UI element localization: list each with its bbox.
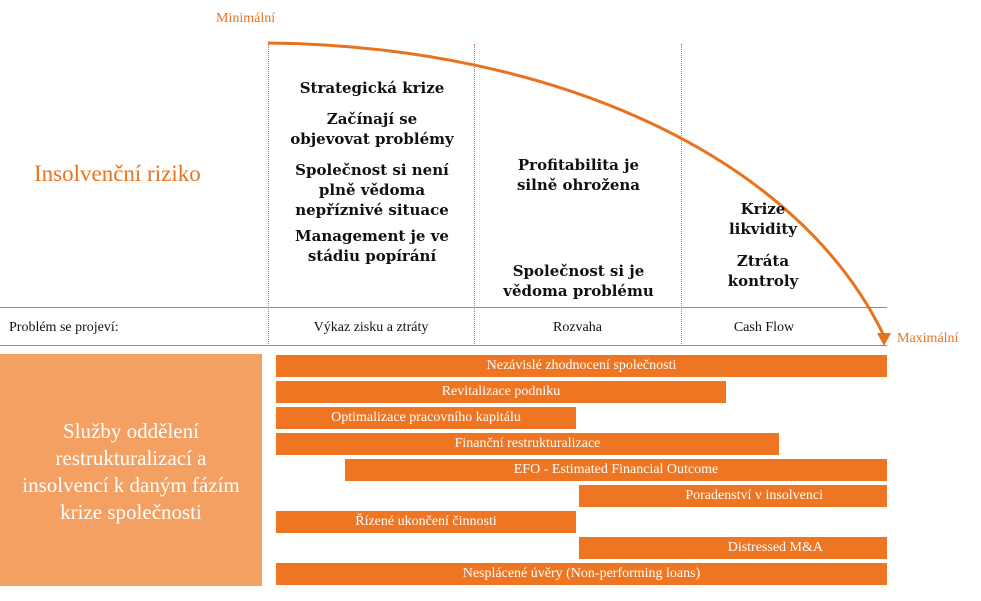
service-bar: Řízené ukončení činnosti xyxy=(276,511,576,533)
phase-1-line: Společnost si není xyxy=(295,161,449,179)
phase-2-line: silně ohrožena xyxy=(516,176,641,194)
phase-1-line: stádiu popírání xyxy=(307,247,437,265)
problem-row-bottom-rule xyxy=(0,345,887,346)
phase-3-text xyxy=(683,199,843,291)
phase-1-line: objevovat problémy xyxy=(290,130,454,148)
service-bar: Poradenství v insolvenci xyxy=(579,485,887,507)
problem-row-top-rule xyxy=(0,307,887,308)
phase-1-line: Strategická krize xyxy=(299,79,445,97)
service-bar: Distressed M&A xyxy=(579,537,887,559)
phase-1-line: plně vědoma xyxy=(318,181,426,199)
service-bar: Nesplácené úvěry (Non-performing loans) xyxy=(276,563,887,585)
problem-cell-balance: Rozvaha xyxy=(553,320,602,335)
service-bar: Optimalizace pracovního kapitálu xyxy=(276,407,576,429)
phase-2-line: vědoma problému xyxy=(503,282,654,300)
phase-divider-1 xyxy=(268,44,269,344)
phase-3-line: kontroly xyxy=(727,272,799,290)
phase-2-line: Společnost si je xyxy=(512,262,645,280)
phase-2-text-top xyxy=(476,155,681,195)
service-bar: Nezávislé zhodnocení společnosti xyxy=(276,355,887,377)
risk-title: Insolvenční riziko xyxy=(34,161,201,186)
problem-cell-cashflow: Cash Flow xyxy=(733,320,795,335)
phase-1-text xyxy=(270,78,474,266)
phase-1-line: nepříznivé situace xyxy=(295,201,449,219)
phase-2-text-bottom xyxy=(476,261,681,301)
max-label: Maximální xyxy=(897,331,959,346)
phase-1-line: Management je ve xyxy=(295,227,449,245)
phase-1-line: Začínají se xyxy=(326,110,418,128)
problem-cell-pl: Výkaz zisku a ztráty xyxy=(313,320,429,335)
phase-3-line: Ztráta xyxy=(736,252,790,270)
problem-row-label: Problém se projeví: xyxy=(9,320,119,335)
phase-2-line: Profitabilita je xyxy=(517,156,640,174)
phase-divider-2 xyxy=(474,44,475,344)
phase-3-line: likvidity xyxy=(728,220,798,238)
service-bar: Revitalizace podniku xyxy=(276,381,726,403)
phase-divider-3 xyxy=(681,44,682,344)
services-label: Služby oddělení restrukturalizací a insolvencí k daným fázím krize společnosti xyxy=(22,419,240,524)
phase-3-line: Krize xyxy=(740,200,786,218)
min-label: Minimální xyxy=(216,11,276,26)
service-bar: EFO - Estimated Financial Outcome xyxy=(345,459,887,481)
service-bar: Finanční restrukturalizace xyxy=(276,433,779,455)
